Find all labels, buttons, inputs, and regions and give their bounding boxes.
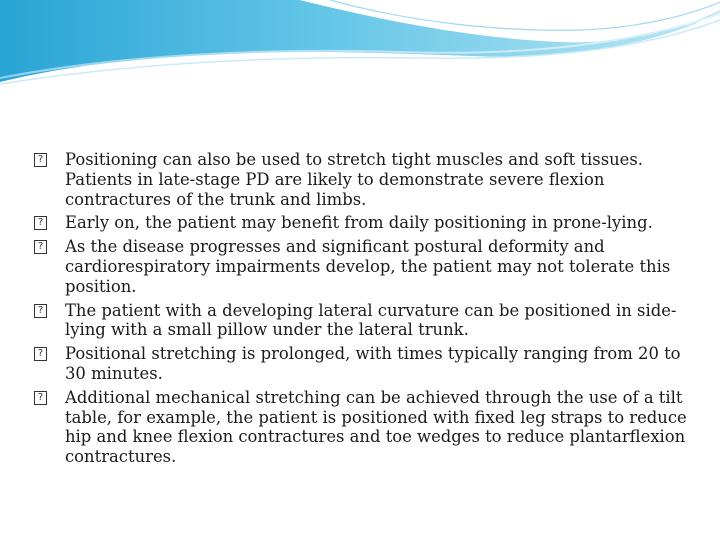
bullet-text: As the disease progresses and significant postural deformity and cardiorespiratory impairments develop, the patient may not tolerate this position. [65, 237, 671, 296]
bullet-item [34, 237, 694, 296]
bullet-text: Positioning can also be used to stretch tight muscles and soft tissues. Patients in late-stage PD are likely to demonstrate severe flexion contractures of the trunk and limbs. [65, 150, 643, 209]
bullet-box-icon: ? [34, 240, 47, 254]
bullet-box-icon: ? [34, 216, 47, 230]
bullet-box-icon: ? [34, 304, 47, 318]
bullet-item [34, 388, 694, 467]
bullet-item [34, 301, 694, 341]
bullet-text: The patient with a developing lateral curvature can be positioned in side-lying with a small pillow under the lateral trunk. [65, 300, 677, 340]
bullet-list [34, 150, 694, 471]
bullet-text: Additional mechanical stretching can be achieved through the use of a tilt table, for example, the patient is positioned with fixed leg straps to reduce hip and knee flexion contractures and toe wedges to reduce plantarflexion contractures. [65, 387, 687, 467]
bullet-box-icon: ? [34, 347, 47, 361]
bullet-text: Positional stretching is prolonged, with times typically ranging from 20 to 30 minutes. [65, 344, 681, 383]
bullet-box-icon: ? [34, 153, 47, 167]
bullet-text: Early on, the patient may benefit from daily positioning in prone-lying. [65, 213, 653, 233]
bullet-item [34, 150, 694, 209]
bullet-item [34, 344, 694, 384]
bullet-item [34, 213, 694, 233]
bullet-box-icon: ? [34, 391, 47, 405]
header-wave-decoration [0, 0, 720, 90]
